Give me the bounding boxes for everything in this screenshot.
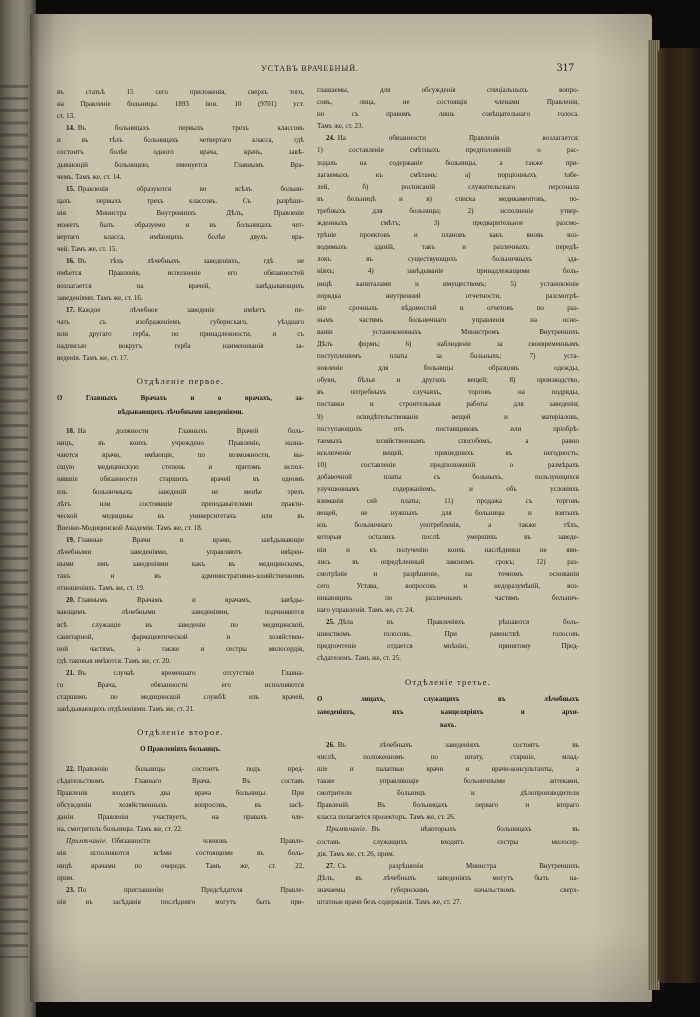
- text-line: изъ больничныхъ заведеній не менѣе трехъ: [57, 487, 304, 496]
- text-line: [317, 616, 579, 628]
- text-line: ческой медицины въ университетахъ или въ: [57, 511, 304, 520]
- text-line: ной частямъ, а также и сестры милосердія,: [57, 644, 304, 653]
- text-line: [57, 183, 304, 195]
- article: [317, 860, 579, 908]
- text-line: поступающихъ отъ поставщиковъ или пріобрѣ-: [317, 424, 579, 433]
- section-title: [57, 743, 304, 756]
- article-number: 26.: [326, 740, 335, 749]
- text-line: возлагается на врачей, завѣдывающихъ: [57, 281, 304, 290]
- text-line: прим.: [57, 873, 75, 882]
- text-line: лись въ опредѣленный закономъ срокъ; 12) раз-: [317, 557, 579, 566]
- text-line: Правленій. Въ больницахъ перваго и втораго: [317, 801, 579, 810]
- section-title-line: вѣдывающихъ лѣчебными заведеніями.: [117, 408, 244, 416]
- text-line: въ статьѣ 15 сего приложенія, сверхъ того,: [57, 88, 304, 96]
- text-line: чей. Тамъ же, ст. 15.: [57, 245, 118, 254]
- article: [57, 594, 304, 667]
- right-column: [317, 84, 579, 908]
- text-line: изъ больничнаго употребленія, а также тѣхъ,: [317, 521, 579, 530]
- section-title-line: заведеніяхъ, ихъ канцеляріяхъ и архи-: [317, 708, 579, 716]
- line-text: На должности Главныхъ Врачей боль-: [77, 427, 304, 436]
- text-line: сшую медицинскую степень и притомъ испол-: [57, 463, 304, 472]
- text-line: ходахъ на содержаніе больницы, а также при-: [317, 158, 579, 167]
- text-line: предпочтеніе отдается мнѣнію, принятому Пред-: [317, 642, 579, 651]
- text-line: шіе и палатные врачи и врачи-консультанты, а: [317, 764, 579, 773]
- text-line: гдѣ таковыя имѣются. Тамъ же, ст. 20.: [57, 656, 171, 665]
- text-line: числѣ, положенномъ по штату, старшіе, млад-: [317, 752, 579, 761]
- line-text: Въ нѣкоторыхъ больницахъ въ: [371, 825, 579, 834]
- text-line: [317, 132, 579, 144]
- text-line: завѣдывающихъ отдѣленіями. Тамъ же, ст. 21.: [57, 705, 195, 714]
- text-line: дія. Тамъ же, ст. 26, прим.: [317, 849, 395, 858]
- article-number: 23.: [66, 885, 75, 894]
- text-line: или другаго герба, по принадлежности, и съ: [57, 329, 304, 338]
- text-line: сего Устава, вопросовъ и недоразумѣній, воз-: [317, 581, 579, 590]
- text-line: взиманія сей платы; 11) продажа съ торговъ: [317, 497, 579, 506]
- book-cover-edge: [658, 48, 700, 983]
- text-line: сѣдательствомъ Главнаго Врача. Въ составъ: [57, 776, 304, 785]
- text-line: санитарной, фармацевтической и хозяйствен-: [57, 632, 304, 641]
- text-line: 1) составленіе смѣтныхъ предположеній о рас-: [317, 146, 579, 155]
- line-text: Въ тѣхъ лѣчебныхъ заведеніяхъ, гдѣ не: [77, 257, 304, 266]
- text-line: обуви, бѣлья и другихъ вещей; 8) производство,: [317, 376, 579, 385]
- paragraph-continuation: [57, 86, 304, 122]
- text-line: лѣчебными заведеніями, управляютъ ввѣрен-: [57, 547, 304, 556]
- line-text: Въ лѣчебныхъ заведеніяхъ состоятъ въ: [337, 740, 579, 749]
- text-line: такъ и въ административно-хозяйственномъ: [57, 572, 304, 581]
- text-line: [57, 884, 304, 896]
- article: [57, 425, 304, 534]
- text-line: порядка внутренней отчетности, разсмотрѣ-: [317, 291, 579, 300]
- text-line: нія исполняются всѣми состоящими въ боль-: [57, 849, 304, 858]
- text-line: [57, 763, 304, 775]
- text-line: штатные врачи безъ содержанія. Тамъ же, ст. 27.: [317, 897, 462, 906]
- article-number: 21.: [66, 668, 75, 677]
- text-line: Дѣлъ, въ лѣчебныхъ заведеніяхъ могутъ быть на-: [317, 873, 579, 882]
- text-line: цахъ первыхъ трехъ классовъ. Съ разрѣше-: [57, 196, 304, 205]
- section-title: [57, 392, 304, 419]
- text-line: нымъ частямъ больничнаго управленія на осно-: [317, 315, 579, 324]
- line-text: Дѣла въ Правленіяхъ рѣшаются боль-: [337, 618, 579, 627]
- text-line: чемъ. Тамъ же, ст. 14.: [57, 172, 122, 181]
- text-line: заведеніями. Тамъ же, ст. 16.: [57, 293, 143, 302]
- section-title: [317, 693, 579, 733]
- line-text: Правленіе больницы состоитъ подъ пред-: [77, 764, 304, 773]
- article: [317, 616, 579, 664]
- article-number: 15.: [66, 184, 75, 193]
- text-line: [57, 667, 304, 679]
- running-title: УСТАВЪ ВРАЧЕБНЫЙ.: [261, 64, 359, 73]
- text-line: ст. 13.: [57, 112, 75, 121]
- text-line: Военно-Медицинской Академіи. Тамъ же, ст. 18.: [57, 523, 203, 532]
- article: [57, 884, 304, 908]
- text-line: [57, 835, 304, 847]
- text-line: обсужденіи хозяйственныхъ вопросовъ, въ засѣ-: [57, 801, 304, 810]
- text-line: въ больницѣ и в) списка медикаментовъ, по-: [317, 194, 579, 203]
- note: [317, 823, 579, 859]
- text-line: ницѣ врачами по очереди. Тамъ же, ст. 22,: [57, 861, 304, 870]
- text-line: [57, 594, 304, 606]
- note-label: Примѣчаніе.: [66, 837, 108, 846]
- text-line: ными имъ заведеніями какъ въ медицинскомъ,: [57, 560, 304, 569]
- text-line: наго управленія. Тамъ же, ст. 24.: [317, 606, 415, 615]
- text-line: [317, 860, 579, 872]
- text-line: водимыхъ зданій, такъ и различныхъ передѣ-: [317, 243, 579, 252]
- text-line: но съ правомъ лишь совѣщательнаго голоса.: [317, 110, 579, 119]
- text-line: [57, 534, 304, 546]
- text-line: ницѣ капиталами и имуществомъ; 5) установленіе: [317, 279, 579, 288]
- text-line: класса полагается прозекторъ. Тамъ же, ст. 26.: [317, 813, 456, 822]
- page-number: 317: [556, 62, 574, 74]
- text-line: нія въ засѣданія послѣдняго могутъ быть при-: [57, 897, 304, 906]
- division-heading: Отдѣленіе второе.: [137, 727, 224, 738]
- text-line: веденія. Тамъ же, ст. 17.: [57, 354, 129, 363]
- article-number: 27.: [326, 861, 335, 870]
- text-line: поступленіемъ платы за больныхъ; 7) уста-: [317, 352, 579, 361]
- text-line: таемыхъ хозяйственнымъ способомъ, а равно: [317, 436, 579, 445]
- division-heading: Отдѣленіе третье.: [405, 676, 491, 687]
- text-line: жденныхъ смѣтъ; 3) предварительное разсмо-: [317, 219, 579, 228]
- article: [57, 534, 304, 594]
- text-line: надписью вокругъ герба наименованія за-: [57, 341, 304, 350]
- article: [317, 132, 579, 616]
- text-line: ніи и къ полученію коихъ наслѣдники не яви-: [317, 545, 579, 554]
- article: [57, 122, 304, 182]
- article: [57, 255, 304, 303]
- text-line: [57, 425, 304, 437]
- text-line: Дѣлъ формъ; 6) наблюденіе за своевременнымъ: [317, 339, 579, 348]
- text-line: добавочной платы съ больныхъ, пользующихся: [317, 473, 579, 481]
- section-title-line: О лицахъ, служащихъ въ лѣчебныхъ: [317, 695, 579, 703]
- line-text: Обязанности членовъ Правле-: [111, 837, 304, 846]
- article-number: 14.: [66, 124, 75, 133]
- line-text: Съ разрѣшенія Министра Внутреннихъ: [337, 861, 579, 870]
- text-line: можетъ быть образуемо и въ больницахъ чет-: [57, 221, 304, 230]
- line-text: Въ больницахъ первыхъ трехъ классовъ: [77, 124, 304, 133]
- text-line: состоитъ болѣе одного врача, врачъ, завѣ-: [57, 148, 304, 157]
- text-line: чаются врачи, имѣющіе, по возможности, вы-: [57, 451, 304, 460]
- previous-page-text-fragments: [0, 78, 28, 958]
- line-text: Главнымъ Врачамъ и врачамъ, завѣды-: [77, 596, 304, 605]
- text-line: всѣ служащіе въ заведеніи по медицинской,: [57, 620, 304, 629]
- text-line: [317, 739, 579, 751]
- article-number: 24.: [326, 134, 335, 143]
- text-line: лагаемыхъ къ смѣтамъ: а) порціонныхъ табе-: [317, 170, 579, 179]
- text-line: ніяхъ; 4) завѣдываніе принадлежащими боль-: [317, 267, 579, 276]
- line-text: На обязанности Правленія возлагается:: [337, 134, 579, 143]
- line-text: По приглашенію Предсѣдателя Правле-: [77, 885, 304, 894]
- division-heading: Отдѣленіе первое.: [136, 376, 225, 387]
- text-line: глашаемы, для обсужденія спеціальныхъ вопро-: [317, 86, 579, 94]
- text-line: ніе срочныхъ вѣдомостей и отчетовъ по раз-: [317, 303, 579, 312]
- article-number: 17.: [66, 305, 75, 314]
- text-line: даніи Правленія участвуетъ, на правахъ чле-: [57, 813, 304, 822]
- text-line: Правленія входятъ два врача больницы. При: [57, 788, 304, 797]
- text-line: го Врача, обязанности его исполняются: [57, 681, 304, 689]
- article-number: 22.: [66, 764, 75, 773]
- text-line: ницъ, въ коихъ учреждено Правленіе, назна-: [57, 439, 304, 448]
- article: [57, 763, 304, 836]
- text-line: 10) составленіе предположеній о размѣрахъ: [317, 460, 579, 469]
- text-line: смотрители больницъ и дѣлопроизводители: [317, 789, 579, 798]
- article: [317, 739, 579, 824]
- text-line: улучшеннымъ содержаніемъ, и объ условіяхъ: [317, 485, 579, 494]
- line-text: Въ случаѣ временнаго отсутствія Главна-: [77, 668, 304, 677]
- text-line: [57, 304, 304, 316]
- text-line: составъ служащихъ входятъ сестры милосер-: [317, 837, 579, 846]
- text-line: Тамъ же, ст. 23.: [317, 122, 364, 131]
- text-line: [57, 122, 304, 134]
- text-line: въ потребныхъ случаяхъ, торговъ на подряды,: [317, 388, 579, 397]
- text-line: на, смотритель больницы. Тамъ же, ст. 22.: [57, 825, 183, 834]
- text-line: трѣніе проектовъ и плановъ какъ вновь воз-: [317, 231, 579, 240]
- text-line: значаемы губернскимъ начальствомъ сверх-: [317, 885, 579, 894]
- text-line: чать съ изображеніемъ губернскаго, уѣзднаго: [57, 317, 304, 326]
- text-line: нявшіе обязанности старшихъ врачей въ одномъ: [57, 475, 304, 484]
- text-line: сѣдателемъ. Тамъ же, ст. 25.: [317, 654, 401, 663]
- text-line: [317, 823, 579, 835]
- text-line: старшимъ по медицинской службѣ изъ врачей,: [57, 693, 304, 702]
- text-line: имѣется Правленія, исполненіе его обязанностей: [57, 269, 304, 278]
- text-line: исключеніе вещей, пришедшихъ въ негодность;: [317, 448, 579, 457]
- text-line: 9) освидѣтельствованіе вещей и матеріаловъ,: [317, 412, 579, 421]
- text-line: лей, б) росписаній служительскаго персонала: [317, 182, 579, 191]
- section-title-line: О Главныхъ Врачахъ и о врачахъ, за-: [57, 395, 304, 403]
- article-number: 18.: [66, 427, 75, 436]
- text-line: никающихъ по различнымъ частямъ больнич-: [317, 593, 579, 602]
- article-number: 20.: [66, 596, 75, 605]
- text-line: новленіе для больницы образцовъ одежды,: [317, 364, 579, 373]
- text-line: дывающій больницею, именуется Главнымъ Вра-: [57, 160, 304, 169]
- text-line: и въ тѣхъ больницахъ четвертаго класса, гдѣ: [57, 136, 304, 145]
- text-line: смотрѣніе и разрѣшеніе, на точномъ основаніи: [317, 569, 579, 578]
- text-line: нія Министра Внутреннихъ Дѣлъ, Правленіе: [57, 208, 304, 217]
- note: [57, 835, 304, 883]
- article: [57, 183, 304, 256]
- left-column: [57, 86, 304, 908]
- text-line: вещей, не нужныхъ для больницы и взятыхъ: [317, 509, 579, 518]
- text-line: также управляющіе больничными аптеками,: [317, 777, 579, 786]
- text-line: вающимъ лѣчебными заведеніями, подчиняются: [57, 608, 304, 617]
- paragraph-continuation: [317, 84, 579, 132]
- line-text: Главные Врачи и врачи, завѣдывающіе: [77, 535, 304, 544]
- article: [57, 304, 304, 364]
- article-number: 16.: [66, 257, 75, 266]
- section-title-line: вахъ.: [439, 722, 457, 730]
- line-text: Каждое лѣчебное заведеніе имѣетъ пе-: [77, 305, 304, 314]
- note-label: Примѣчаніе.: [326, 825, 368, 834]
- section-title-line: О Правленіяхъ больницъ.: [140, 746, 221, 754]
- text-line: которыя остались послѣ умершихъ въ заведе-: [317, 533, 579, 542]
- text-line: отношеніяхъ. Тамъ же, ст. 19.: [57, 584, 145, 593]
- text-line: ваніи установленныхъ Министромъ Внутреннихъ: [317, 327, 579, 336]
- article-number: 19.: [66, 535, 75, 544]
- text-line: поставки и строительныя работы для заведенія;: [317, 400, 579, 409]
- text-line: требныхъ для больницы; 2) исполненіе утвер-: [317, 206, 579, 215]
- line-text: Правленія образуются во всѣхъ больни-: [77, 184, 304, 193]
- text-line: шинствомъ голосовъ. При равенствѣ голосовъ: [317, 630, 579, 639]
- text-line: совъ, лица, не состоящія членами Правленія,: [317, 98, 579, 107]
- article: [57, 667, 304, 715]
- text-line: на Правленіе больницы. 1893 іюн. 10 (9701) уст.: [57, 100, 304, 109]
- article-number: 25.: [326, 618, 335, 627]
- text-line: вертаго класса, имѣющихъ болѣе двухъ вра-: [57, 233, 304, 242]
- text-line: лѣтъ или состоявшіе преподавателями практи-: [57, 499, 304, 508]
- text-line: [57, 255, 304, 267]
- text-line: локъ въ существующихъ больничныхъ зда-: [317, 255, 579, 264]
